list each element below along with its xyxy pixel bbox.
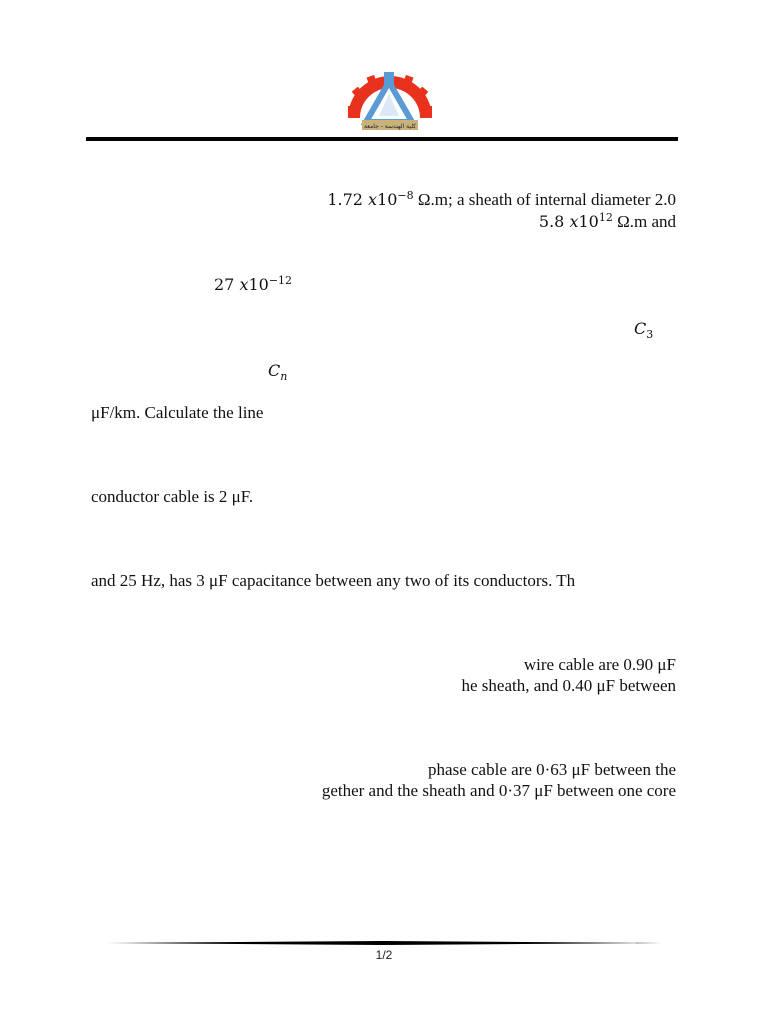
text-line-1: 1.72 $x10^{-8}$ Ω.m; a sheath of internal diameter 2.0 [327,189,676,209]
text-line-7: conductor cable is 2 μF. [91,487,254,506]
text-line-9: wire cable are 0.90 μF [523,655,676,674]
page-number: 1/2 [375,948,393,962]
logo-banner-text: كلية الهندسة - جامعة [363,123,417,130]
text-line-12: gether and the sheath and 0·37 μF between one core [321,781,676,800]
footer-rule [106,941,662,945]
text-line-2: 5.8 $x10^{12}$ Ω.m and [538,211,676,231]
math-expression: 1.72 $x10^{-8}$ [327,189,414,209]
header-rule [86,137,678,141]
math-symbol: $C_n$ [268,361,288,383]
university-logo [346,70,434,134]
text-line-11: phase cable are 0·63 μF between the [428,760,676,779]
text-line-8: and 25 Hz, has 3 μF capacitance between any two of its conductors. Th [91,571,576,590]
math-expression: 5.8 $x10^{12}$ [538,211,613,231]
text-line-5 [268,361,287,381]
math-symbol: $C_3$ [634,319,654,341]
text-line-4 [634,319,653,339]
text-line-6: μF/km. Calculate the line [91,403,264,422]
math-expression: 27 $x10^{-12}$ [214,274,293,294]
text-line-10: he sheath, and 0.40 μF between [461,676,676,695]
text-line-3 [214,275,292,295]
